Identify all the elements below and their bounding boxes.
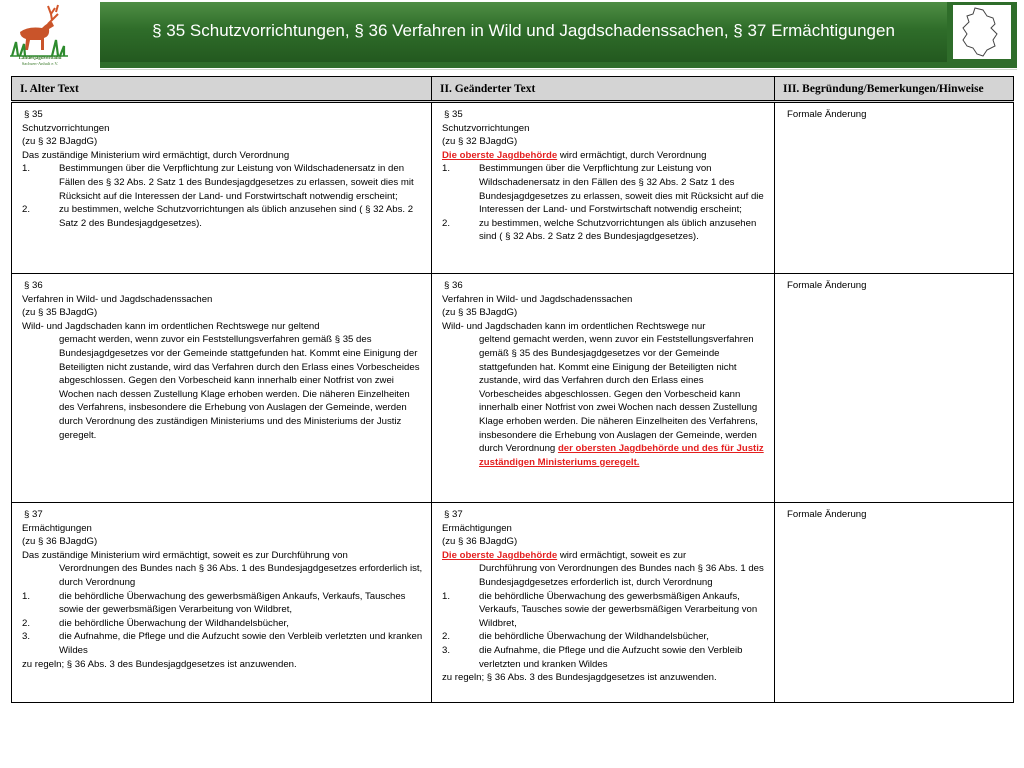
closing-line: zu regeln; § 36 Abs. 3 des Bundesjagdgesetzes ist anzuwenden. [22, 658, 297, 670]
list-item [442, 217, 766, 244]
list-text: die Aufnahme, die Pflege und die Aufzucht sowie den Verbleib verletzten und kranken Wildes [59, 631, 423, 656]
section-title: Verfahren in Wild- und Jagdschadenssachen [22, 293, 213, 305]
new-text-cell [432, 503, 775, 703]
lead-rest: wird ermächtigt, soweit es zur [557, 549, 687, 561]
list-item [22, 590, 423, 617]
divider-line [100, 69, 1017, 70]
old-text-cell [12, 503, 432, 703]
page-title: § 35 Schutzvorrichtungen, § 36 Verfahren in Wild und Jagdschadenssachen, § 37 Ermächtigungen [152, 21, 895, 40]
paragraph-body: Durchführung von Verordnungen des Bundes nach § 36 Abs. 1 des Bundesjagdgesetzes erforderlich ist, durch Verordnung [479, 563, 764, 588]
list-number: 1. [22, 590, 31, 602]
paragraph-text: geltend gemacht werden, wenn zuvor ein Feststellungsverfahren gemäß § 35 des Bundesjagdgesetzes vor der Gemeinde stattgefunden hat. Kommt eine Einigung der Beteiligten nicht zustande, wird das Verfahren durch den Erlass eines Vorbescheides abgeschlossen. Gegen den Vorbescheid kann innerhalb einer Notfrist von zwei Wochen nach dessen Zustellung Klage erhoben werden. Die näheren Einzelheiten des Verfahrens, insbesondere die Erhebung von Auslagen der Gemeinde, werden durch Verordnung [479, 334, 758, 455]
list-item [22, 630, 423, 657]
section-title: Ermächtigungen [442, 522, 512, 534]
logo-text-line-2: Sachsen-Anhalt e.V. [21, 61, 59, 66]
list-number: 2. [22, 617, 31, 629]
header-remarks: III. Begründung/Bemerkungen/Hinweise [775, 77, 1014, 102]
map-box [947, 2, 1017, 62]
table-row [12, 102, 1014, 274]
changed-text: der obersten Jagdbehörde und des für Justiz zuständigen Ministeriums geregelt. [479, 443, 764, 468]
old-text-cell [12, 274, 432, 503]
section-reference: (zu § 32 BJagdG) [22, 136, 98, 148]
paragraph-first-line: Wild- und Jagdschaden kann im ordentlichen Rechtswege nur geltend [22, 320, 320, 332]
paragraph-body: gemacht werden, wenn zuvor ein Feststellungsverfahren gemäß § 35 des Bundesjagdgesetzes vor der Gemeinde stattgefunden hat. Kommt eine Einigung der Beteiligten nicht zustande, wird das Verfahren durch den Erlass eines Vorbescheides abgeschlossen. Gegen den Vorbescheid kann innerhalb einer Notfrist von zwei Wochen nach dessen Zustellung Klage erhoben werden. Die näheren Einzelheiten des Verfahrens, insbesondere die Erhebung von Auslagen der Gemeinde, werden durch Verordnung des zuständigen Ministeriums und des Ministeriums der Justiz geregelt. [59, 334, 420, 441]
paragraph-body: Verordnungen des Bundes nach § 36 Abs. 1 des Bundesjagdgesetzes erforderlich ist, durch Verordnung [59, 563, 423, 588]
list-text: die behördliche Überwachung des gewerbsmäßigen Ankaufs, Verkaufs, Tausches sowie der gewerbsmäßigen Verarbeitung von Wildbret, [59, 590, 406, 616]
section-lead [442, 549, 766, 563]
table-row [12, 503, 1014, 703]
list-number: 1. [22, 163, 31, 175]
list-item [442, 590, 766, 631]
list-number: 3. [22, 631, 31, 643]
list-text: die behördliche Überwachung der Wildhandelsbücher, [479, 631, 709, 643]
deer-logo-icon [8, 2, 70, 58]
section-title: Ermächtigungen [22, 522, 92, 534]
remark-text: Formale Änderung [787, 509, 867, 520]
section-number: § 37 [444, 509, 463, 520]
list-item [442, 630, 766, 644]
list-number: 1. [442, 163, 451, 175]
list-text: zu bestimmen, welche Schutzvorrichtungen als üblich anzusehen sind ( § 32 Abs. 2 Satz 2 des Bundesjagdgesetzes). [479, 217, 757, 243]
section-title: Verfahren in Wild- und Jagdschadenssachen [442, 293, 633, 305]
section-title: Schutzvorrichtungen [442, 122, 530, 134]
paragraph-first-line: Das zuständige Ministerium wird ermächtigt, soweit es zur Durchführung von [22, 549, 348, 561]
list-text: zu bestimmen, welche Schutzvorrichtungen als üblich anzusehen sind ( § 32 Abs. 2 Satz 2 des Bundesjagdgesetzes). [59, 204, 414, 229]
changed-text: Die oberste Jagdbehörde [442, 149, 558, 161]
list-number: 2. [442, 217, 451, 229]
list-text: die behördliche Überwachung des gewerbsmäßigen Ankaufs, Verkaufs, Tausches sowie der gewerbsmäßigen Verarbeitung von Wildbret, [479, 590, 758, 629]
section-title: Schutzvorrichtungen [22, 122, 110, 134]
list-number: 2. [442, 631, 451, 643]
section-reference: (zu § 35 BJagdG) [442, 307, 518, 319]
changed-text: Die oberste Jagdbehörde [442, 549, 558, 561]
paragraph-first-line: Wild- und Jagdschaden kann im ordentlichen Rechtswege nur [442, 320, 706, 332]
list-item [22, 617, 423, 631]
list-text: Bestimmungen über die Verpflichtung zur Leistung von Wildschadenersatz in den Fällen des § 32 Abs. 2 Satz 1 des Bundesjagdgesetzes zu erlassen, soweit dies mit Rücksicht auf die Interessen der Land- und Forstwirtschaft notwendig erscheint; [479, 163, 764, 216]
list-number: 1. [442, 590, 451, 602]
section-lead [442, 149, 766, 163]
list-item [22, 203, 423, 230]
closing-line: zu regeln; § 36 Abs. 3 des Bundesjagdgesetzes ist anzuwenden. [442, 672, 717, 684]
section-reference: (zu § 32 BJagdG) [442, 136, 518, 148]
remarks-cell [775, 102, 1014, 274]
section-number: § 35 [444, 109, 463, 120]
logo-text-line-1: Landesjagdverband [18, 56, 62, 61]
lead-rest: wird ermächtigt, durch Verordnung [557, 149, 707, 161]
section-reference: (zu § 35 BJagdG) [22, 307, 98, 319]
list-number: 3. [442, 644, 451, 656]
list-item [442, 644, 766, 671]
logo-caption [10, 56, 70, 66]
section-number: § 36 [444, 280, 463, 291]
title-underbar [100, 62, 1017, 68]
section-number: § 36 [24, 280, 43, 291]
section-reference: (zu § 36 BJagdG) [22, 536, 98, 548]
table-row [12, 274, 1014, 503]
remark-text: Formale Änderung [787, 280, 867, 291]
header-old-text: I. Alter Text [12, 77, 432, 102]
comparison-table [11, 76, 1014, 703]
section-lead: Das zuständige Ministerium wird ermächtigt, durch Verordnung [22, 149, 290, 161]
table-header-row [12, 77, 1014, 102]
header-new-text: II. Geänderter Text [432, 77, 775, 102]
remark-text: Formale Änderung [787, 109, 867, 120]
old-text-cell [12, 102, 432, 274]
title-bar [100, 2, 947, 62]
list-text: die Aufnahme, die Pflege und die Aufzucht sowie den Verbleib verletzten und kranken Wildes [479, 644, 743, 670]
section-reference: (zu § 36 BJagdG) [442, 536, 518, 548]
list-number: 2. [22, 204, 31, 216]
section-number: § 35 [24, 109, 43, 120]
remarks-cell [775, 503, 1014, 703]
new-text-cell [432, 102, 775, 274]
list-item [22, 162, 423, 203]
paragraph-body [442, 333, 766, 469]
section-number: § 37 [24, 509, 43, 520]
new-text-cell [432, 274, 775, 503]
saxony-anhalt-map-icon [947, 2, 1017, 62]
list-text: Bestimmungen über die Verpflichtung zur Leistung von Wildschadenersatz in den Fällen des § 32 Abs. 2 Satz 1 des Bundesjagdgesetzes zu erlassen, soweit dies mit Rücksicht auf die Interessen der Land- und Forstwirtschaft notwendig erscheint; [59, 163, 414, 202]
remarks-cell [775, 274, 1014, 503]
list-item [442, 162, 766, 216]
list-text: die behördliche Überwachung der Wildhandelsbücher, [59, 617, 289, 629]
